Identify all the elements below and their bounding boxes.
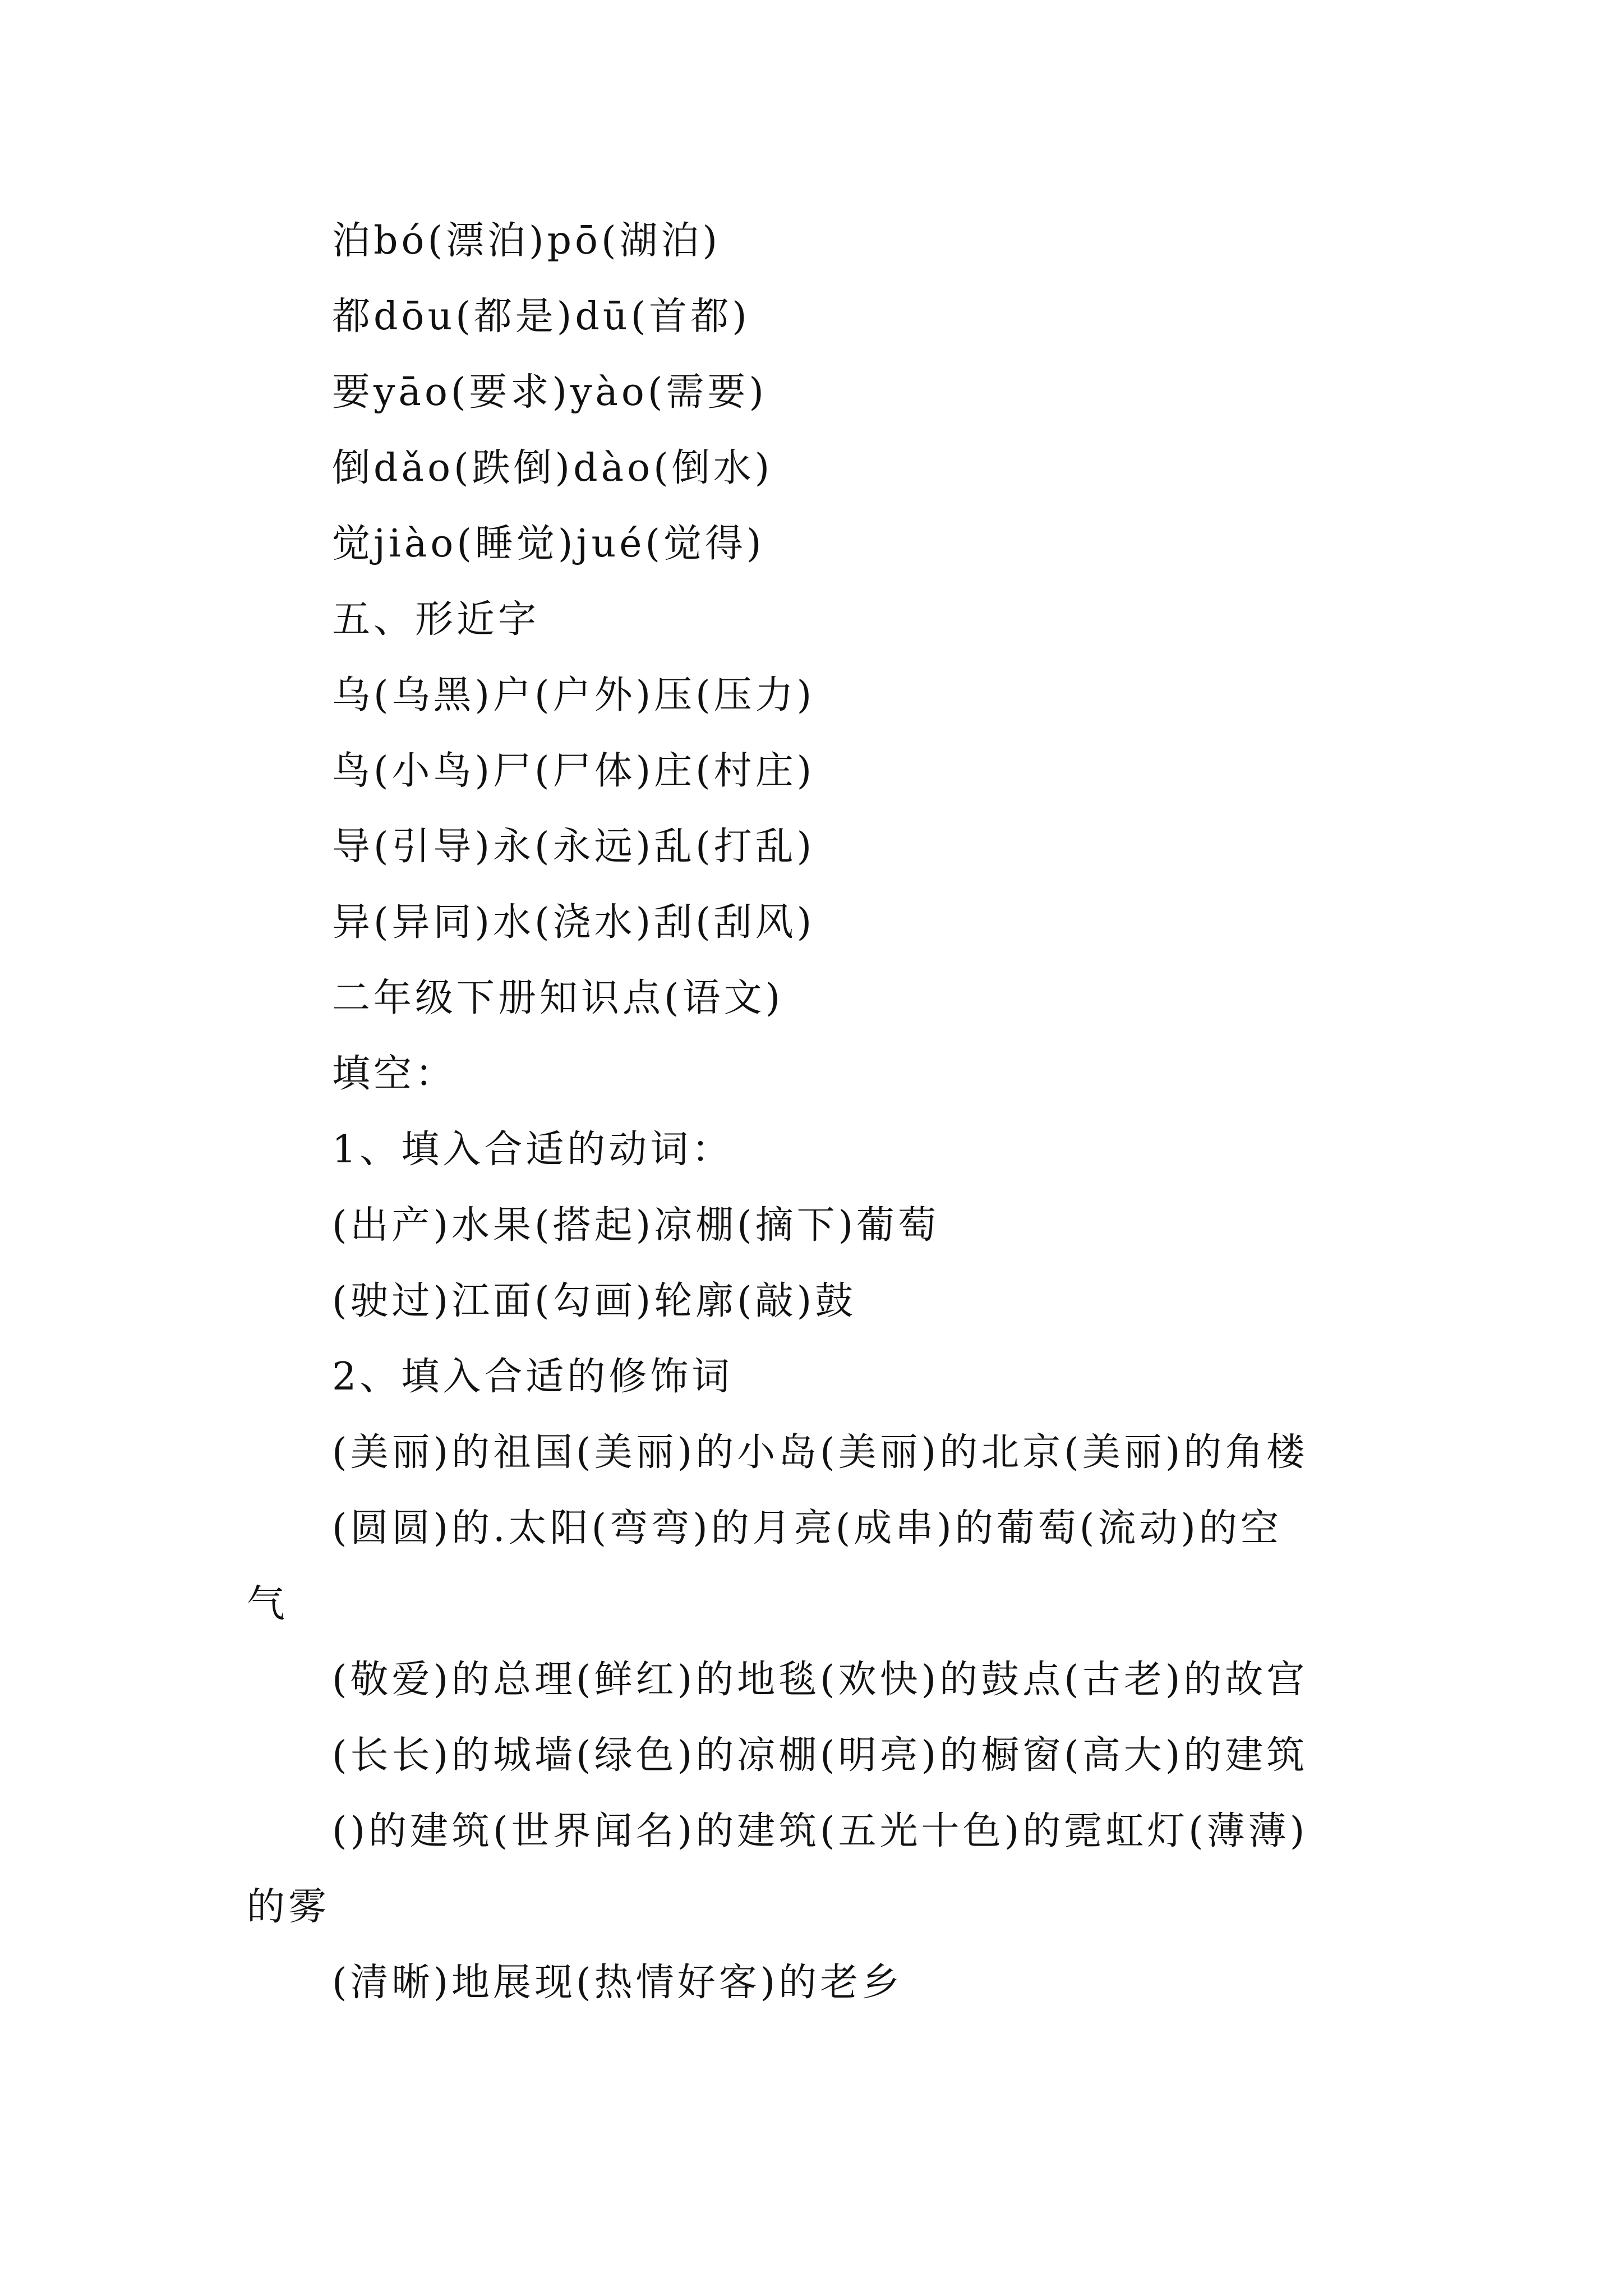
text-line: (敬爱)的总理(鲜红)的地毯(欢快)的鼓点(古老)的故宫 bbox=[332, 1658, 1308, 1702]
text-line: 觉jiào(睡觉)jué(觉得) bbox=[332, 522, 765, 566]
text-line: 鸟(小鸟)尸(尸体)庄(村庄) bbox=[332, 749, 815, 793]
text-line: 的雾 bbox=[247, 1885, 330, 1929]
text-line: 1、填入合适的动词： bbox=[332, 1128, 734, 1172]
text-line: 气 bbox=[247, 1582, 289, 1626]
text-line: 异(异同)水(浇水)刮(刮风) bbox=[332, 900, 815, 945]
section-heading: 填空： bbox=[332, 1052, 457, 1096]
text-line: (驶过)江面(勾画)轮廓(敲)鼓 bbox=[332, 1279, 857, 1323]
text-line: (清晰)地展现(热情好客)的老乡 bbox=[332, 1961, 903, 2005]
section-heading: 二年级下册知识点(语文) bbox=[332, 976, 784, 1020]
section-heading: 五、形近字 bbox=[332, 597, 540, 642]
text-line: ()的建筑(世界闻名)的建筑(五光十色)的霓虹灯(薄薄) bbox=[332, 1809, 1308, 1853]
text-line: (圆圆)的.太阳(弯弯)的月亮(成串)的葡萄(流动)的空 bbox=[332, 1506, 1282, 1550]
text-line: 倒dǎo(跌倒)dào(倒水) bbox=[332, 446, 773, 490]
text-line: 乌(乌黑)户(户外)压(压力) bbox=[332, 673, 815, 717]
text-line: (出产)水果(搭起)凉棚(摘下)葡萄 bbox=[332, 1203, 940, 1248]
text-line: (长长)的城墙(绿色)的凉棚(明亮)的橱窗(高大)的建筑 bbox=[332, 1733, 1308, 1778]
text-line: 要yāo(要求)yào(需要) bbox=[332, 370, 767, 415]
text-line: 泊bó(漂泊)pō(湖泊) bbox=[332, 219, 721, 263]
text-line: 导(引导)永(永远)乱(打乱) bbox=[332, 825, 815, 869]
text-line: (美丽)的祖国(美丽)的小岛(美丽)的北京(美丽)的角楼 bbox=[332, 1430, 1308, 1475]
text-line: 2、填入合适的修饰词 bbox=[332, 1355, 734, 1399]
text-line: 都dōu(都是)dū(首都) bbox=[332, 295, 750, 339]
